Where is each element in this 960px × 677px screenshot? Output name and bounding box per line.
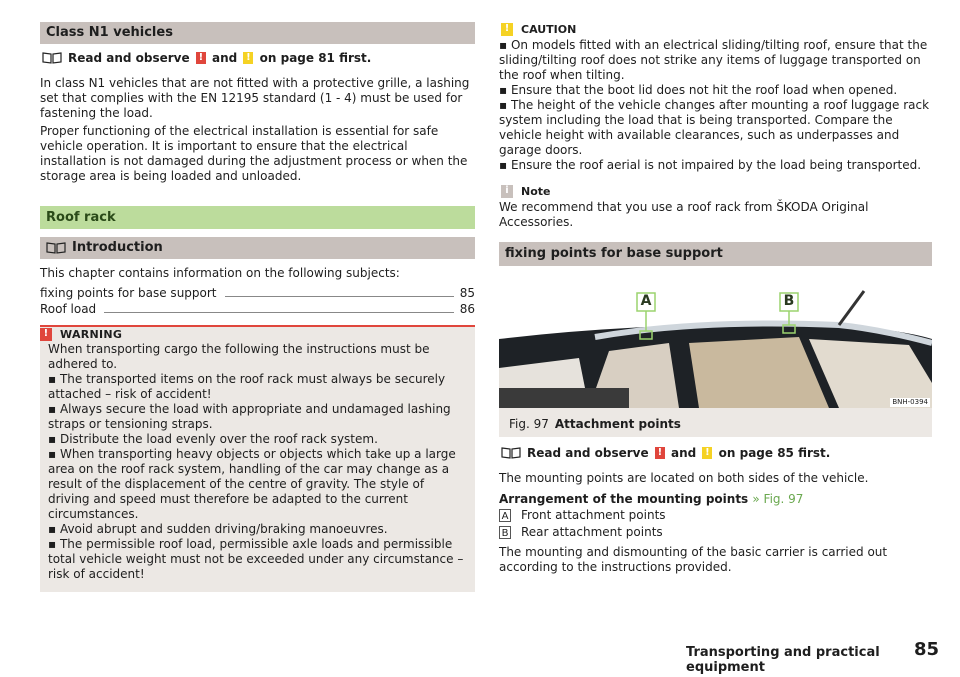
caution-box xyxy=(499,22,932,173)
legend-item: B Rear attachment points xyxy=(499,524,932,541)
warning-body: When transporting cargo the following the instructions must be adhered to. ▪ The transported items on the roof rack must always be securely attached – risk of accident! ▪ Always secure the load with appropriate and undamaged lashing straps or tensioning straps. ▪ Distribute the load evenly over the roof rack system. ▪ When transporting heavy objects or objects which take up a large area on the roof rack system, handling of the car may change as a result of the displacement of the centre of gravity. The style of driving and speed must therefore be adapted to the current circumstances. ▪ Avoid abrupt and sudden driving/braking manoeuvres. ▪ The permissible roof load, permissible axle loads and permissible total vehicle weight must not be exceeded under any circumstance – risk of accident! xyxy=(48,342,464,581)
warning-header: ! WARNING xyxy=(40,325,475,342)
warning-box xyxy=(40,325,475,592)
caution-icon: ! xyxy=(702,447,712,459)
mounting-instructions-paragraph: The mounting and dismounting of the basic carrier is carried out according to the instructions provided. xyxy=(499,545,888,574)
electrical-paragraph: Proper functioning of the electrical installation is essential for safe vehicle operation. It is important to ensure that the electrical installation is not damaged during the adjustment process or when the storage area is being loaded and unloaded. xyxy=(40,124,468,183)
caution-body: ▪ On models fitted with an electrical sliding/tilting roof, ensure that the sliding/tilting roof does not strike any items of luggage transported on the roof when tilting. ▪ Ensure that the boot lid does not hit the roof load when opened. ▪ The height of the vehicle changes after mounting a roof luggage rack system including the load that is being transported. Compare the vehicle height with available clearances, such as underpasses and garage doors. ▪ Ensure the roof aerial is not impaired by the load being transported. xyxy=(499,38,930,172)
book-icon xyxy=(501,447,521,459)
toc-list xyxy=(40,285,475,317)
caution-header: ! CAUTION xyxy=(499,22,932,37)
fixing-points-heading: fixing points for base support xyxy=(499,242,932,266)
toc-leader xyxy=(104,312,454,313)
toc-item[interactable]: fixing points for base support 85 xyxy=(40,286,475,300)
roof-rack-heading: Roof rack xyxy=(40,206,475,229)
footer-chapter: Transporting and practical equipment xyxy=(686,645,880,675)
book-icon xyxy=(42,52,62,64)
left-column xyxy=(40,22,475,592)
note-text: We recommend that you use a roof rack from ŠKODA Original Accessories. xyxy=(499,200,869,229)
class-n1-paragraph: In class N1 vehicles that are not fitted with a protective grille, a lashing set that complies with the EN 12195 standard (1 - 4) must be used for fastening the load. xyxy=(40,76,470,120)
note-header: i Note xyxy=(499,184,932,199)
warning-icon: ! xyxy=(196,52,206,64)
toc-item[interactable]: Roof load 86 xyxy=(40,302,475,316)
arrangement-title: Arrangement of the mounting points » Fig. 97 xyxy=(499,492,804,506)
class-n1-heading: Class N1 vehicles xyxy=(40,22,475,44)
info-icon: i xyxy=(501,185,513,198)
image-code: BNH-0394 xyxy=(892,398,928,406)
read-observe-page-link[interactable]: on page 85 first. xyxy=(718,445,831,460)
legend-item: A Front attachment points xyxy=(499,507,932,524)
legend-list xyxy=(499,507,932,541)
read-observe-line: Read and observe ! and ! on page 81 first. xyxy=(40,49,475,67)
right-column xyxy=(499,22,932,575)
note-box xyxy=(499,184,932,230)
legend-key: A xyxy=(499,509,511,522)
read-observe-page-link[interactable]: on page 81 first. xyxy=(259,50,372,65)
figure-caption: Fig. 97 Attachment points xyxy=(509,417,681,431)
warning-icon: ! xyxy=(40,328,52,341)
caution-icon: ! xyxy=(501,23,513,36)
read-observe-line: Read and observe ! and ! on page 85 first. xyxy=(499,444,932,462)
callout-a: A xyxy=(640,293,652,309)
figure-97 xyxy=(499,273,932,437)
caution-icon: ! xyxy=(243,52,253,64)
intro-text: This chapter contains information on the following subjects: xyxy=(40,266,400,280)
book-icon xyxy=(46,242,66,254)
page-number: 85 xyxy=(914,639,940,660)
callout-b: B xyxy=(783,293,795,309)
attachment-points-illustration xyxy=(499,273,932,408)
toc-leader xyxy=(225,296,454,297)
figure-ref-link[interactable]: » Fig. 97 xyxy=(752,492,804,506)
mounting-points-paragraph: The mounting points are located on both sides of the vehicle. xyxy=(499,471,869,485)
legend-key: B xyxy=(499,526,511,539)
warning-icon: ! xyxy=(655,447,665,459)
introduction-heading: Introduction xyxy=(40,237,475,259)
